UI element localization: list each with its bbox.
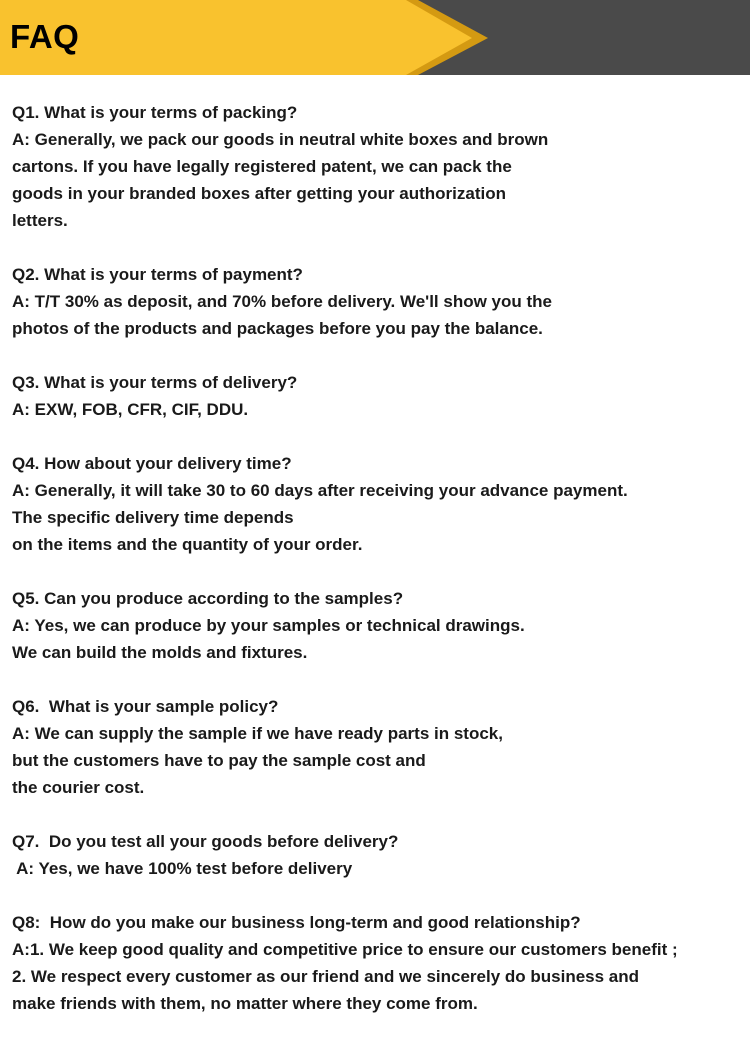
- faq-answer-line: 2. We respect every customer as our friend and we sincerely do business and: [12, 967, 640, 986]
- faq-item: [12, 261, 742, 342]
- faq-answer-line: We can build the molds and fixtures.: [12, 643, 308, 662]
- faq-question: Q4. How about your delivery time?: [12, 454, 292, 473]
- faq-answer-line: A: T/T 30% as deposit, and 70% before delivery. We'll show you the: [12, 292, 552, 311]
- header-background: [0, 0, 750, 75]
- faq-answer-line: A: Generally, we pack our goods in neutral white boxes and brown: [12, 130, 549, 149]
- faq-item: [12, 828, 742, 882]
- faq-answer-line: A: Generally, it will take 30 to 60 days after receiving your advance payment.: [12, 481, 628, 500]
- faq-answer-line: cartons. If you have legally registered patent, we can pack the: [12, 157, 512, 176]
- faq-header-banner: [0, 0, 750, 75]
- faq-item: [12, 585, 742, 666]
- faq-answer-line: on the items and the quantity of your order.: [12, 535, 363, 554]
- faq-question: Q2. What is your terms of payment?: [12, 265, 303, 284]
- faq-answer-line: make friends with them, no matter where they come from.: [12, 994, 478, 1013]
- faq-question: Q7. Do you test all your goods before delivery?: [12, 832, 399, 851]
- faq-list: [12, 99, 742, 1044]
- faq-answer-line: A: We can supply the sample if we have ready parts in stock,: [12, 724, 503, 743]
- faq-item: [12, 693, 742, 801]
- faq-answer-line: letters.: [12, 211, 68, 230]
- page-title: FAQ: [10, 18, 80, 55]
- faq-answer-line: A:1. We keep good quality and competitive price to ensure our customers benefit ;: [12, 940, 678, 959]
- faq-question: Q1. What is your terms of packing?: [12, 103, 298, 122]
- faq-question: Q6. What is your sample policy?: [12, 697, 279, 716]
- faq-item: [12, 99, 742, 234]
- faq-answer-line: but the customers have to pay the sample cost and: [12, 751, 426, 770]
- faq-answer-line: the courier cost.: [12, 778, 145, 797]
- faq-answer-line: goods in your branded boxes after getting your authorization: [12, 184, 506, 203]
- faq-question: Q8: How do you make our business long-term and good relationship?: [12, 913, 581, 932]
- faq-question: Q5. Can you produce according to the samples?: [12, 589, 404, 608]
- faq-question: Q3. What is your terms of delivery?: [12, 373, 298, 392]
- faq-item: [12, 909, 742, 1017]
- faq-answer-line: The specific delivery time depends: [12, 508, 294, 527]
- faq-answer-line: A: EXW, FOB, CFR, CIF, DDU.: [12, 400, 249, 419]
- faq-item: [12, 369, 742, 423]
- faq-answer-line: photos of the products and packages before you pay the balance.: [12, 319, 543, 338]
- faq-answer-line: A: Yes, we have 100% test before delivery: [12, 859, 353, 878]
- faq-answer-line: A: Yes, we can produce by your samples or technical drawings.: [12, 616, 525, 635]
- faq-item: [12, 450, 742, 558]
